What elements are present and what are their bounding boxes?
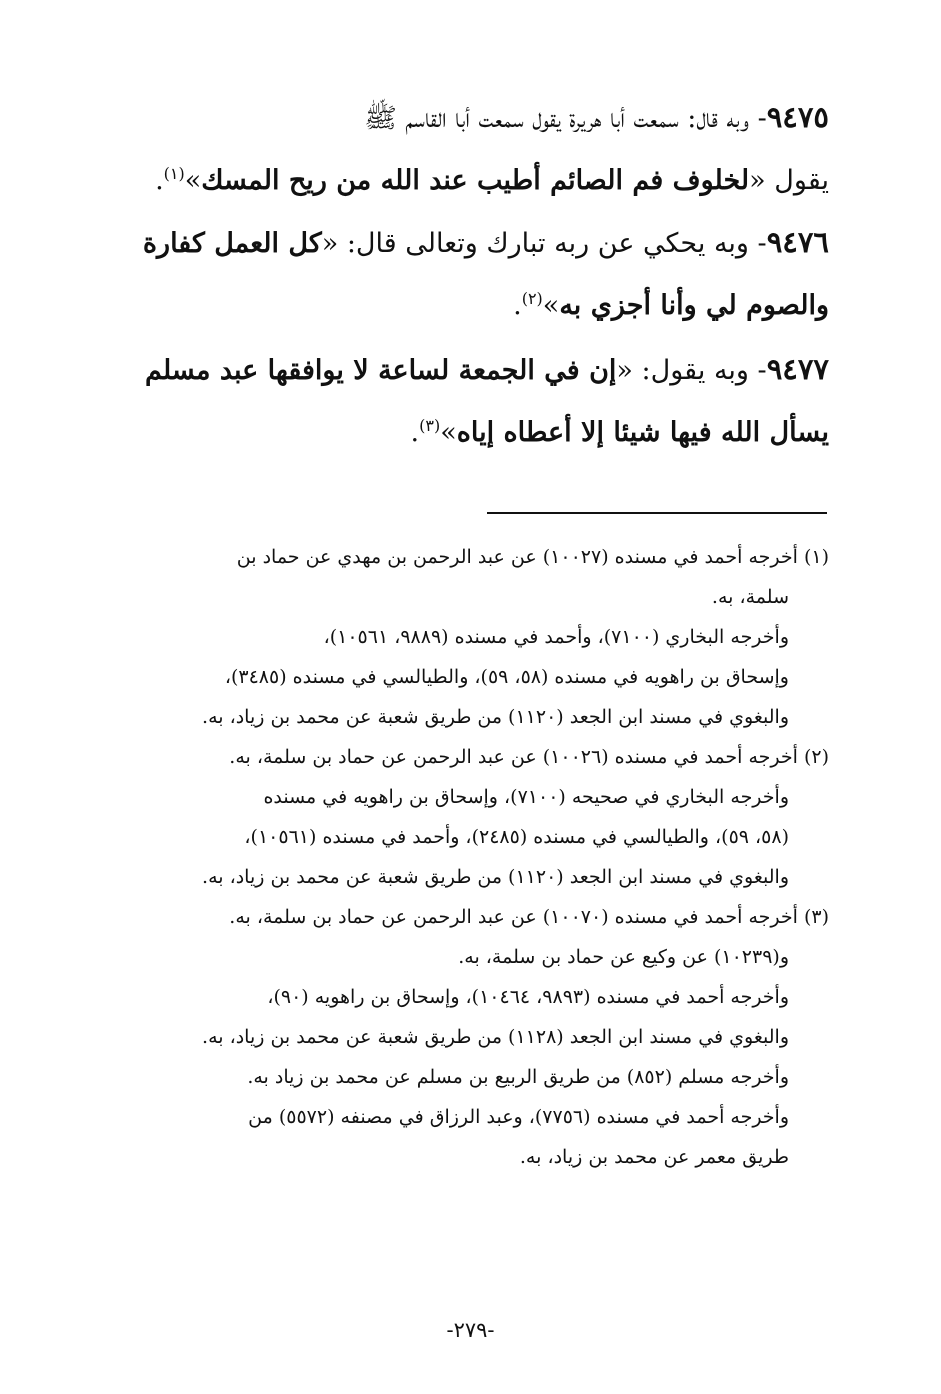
page-number: -٢٧٩- (446, 1318, 495, 1342)
footnotes (114, 537, 829, 1177)
footnote-line: وإسحاق بن راهويه في مسنده (٥٨، ٥٩)، والطيالسي في مسنده (٣٤٨٥)، (224, 666, 789, 688)
footnote-line: والبغوي في مسند ابن الجعد (١١٢٠) من طريق شعبة عن محمد بن زياد، به. (202, 866, 789, 888)
footnote-ref: (١) (163, 164, 185, 183)
hadith-line: يسأل الله فيها شيئا إلا أعطاه إياه»$^{(٣)}$. (410, 416, 829, 448)
hadith-matn: إن في الجمعة لساعة لا يوافقها عبد مسلم (145, 355, 617, 386)
hadith-number: ٩٤٧٥ (766, 100, 829, 134)
footnote-line: وأخرجه أحمد في مسنده (٩٨٩٣، ١٠٤٦٤)، وإسحاق بن راهويه (٩٠)، (267, 986, 789, 1008)
closing-quote: » (184, 165, 202, 196)
footnote-ref: (٣) (419, 416, 441, 435)
hadith-intro: - وبه يقول: « (616, 355, 767, 386)
footnote-line: سلمة، به. (711, 586, 789, 608)
footnote-line: (١) أخرجه أحمد في مسنده (١٠٠٢٧) عن عبد الرحمن بن مهدي عن حماد بن (236, 546, 829, 568)
hadith-matn: يسأل الله فيها شيئا إلا أعطاه إياه (456, 417, 829, 448)
hadith-9477 (114, 337, 829, 465)
hadith-line: يقول «لخلوف فم الصائم أطيب عند الله من ريح المسك»$^{(١)}$. (155, 164, 829, 196)
footnote-line: وأخرجه البخاري (٧١٠٠)، وأحمد في مسنده (٩٨٨٩، ١٠٥٦١)، (323, 626, 789, 648)
hadith-intro: - وبه يحكي عن ربه تبارك وتعالى قال: « (321, 228, 767, 259)
footnote-line: والبغوي في مسند ابن الجعد (١١٢٨) من طريق شعبة عن محمد بن زياد، به. (202, 1026, 789, 1048)
footnote-line: و(١٠٢٣٩) عن وكيع عن حماد بن سلمة، به. (458, 946, 789, 968)
hadith-intro: - وبه قال: سمعت أبا هريرة يقول سمعت أبا القاسم ﷺ (364, 103, 767, 134)
hadith-line: والصوم لي وأنا أجزي به»$^{(٢)}$. (513, 289, 829, 321)
footnote-line: (٣) أخرجه أحمد في مسنده (١٠٠٧٠) عن عبد الرحمن عن حماد بن سلمة، به. (229, 906, 829, 928)
hadith-line (114, 337, 829, 401)
hadith-intro: يقول « (749, 165, 829, 196)
closing-quote: » (440, 417, 457, 448)
footnote-line: طريق معمر عن محمد بن زياد، به. (519, 1146, 789, 1168)
hadith-number: ٩٤٧٦ (766, 225, 829, 259)
hadith-number: ٩٤٧٧ (766, 352, 829, 386)
closing-quote: » (542, 290, 560, 321)
footnote-line: (٢) أخرجه أحمد في مسنده (١٠٠٢٦) عن عبد الرحمن عن حماد بن سلمة، به. (229, 746, 829, 768)
hadith-matn: لخلوف فم الصائم أطيب عند الله من ريح المسك (201, 165, 750, 196)
hadith-line (114, 210, 829, 274)
footnote-ref: (٢) (521, 289, 543, 308)
hadith-matn: كل العمل كفارة (142, 228, 322, 259)
footnote-line: (٥٨، ٥٩)، والطيالسي في مسنده (٢٤٨٥)، وأحمد في مسنده (١٠٥٦١)، (244, 826, 789, 848)
hadith-matn: والصوم لي وأنا أجزي به (559, 290, 829, 321)
hadith-9476 (114, 210, 829, 338)
footnote-line: وأخرجه البخاري في صحيحه (٧١٠٠)، وإسحاق بن راهويه في مسنده (263, 786, 789, 808)
footnote-line: وأخرجه مسلم (٨٥٢) من طريق الربيع بن مسلم عن محمد بن زياد به. (247, 1066, 789, 1088)
footnote-separator (487, 512, 827, 514)
hadith-line (114, 85, 829, 149)
footnote-line: والبغوي في مسند ابن الجعد (١١٢٠) من طريق شعبة عن محمد بن زياد، به. (202, 706, 789, 728)
footnote-line: وأخرجه أحمد في مسنده (٧٧٥٦)، وعبد الرزاق في مصنفه (٥٥٧٢) من (248, 1106, 789, 1128)
hadith-9475 (114, 85, 829, 213)
